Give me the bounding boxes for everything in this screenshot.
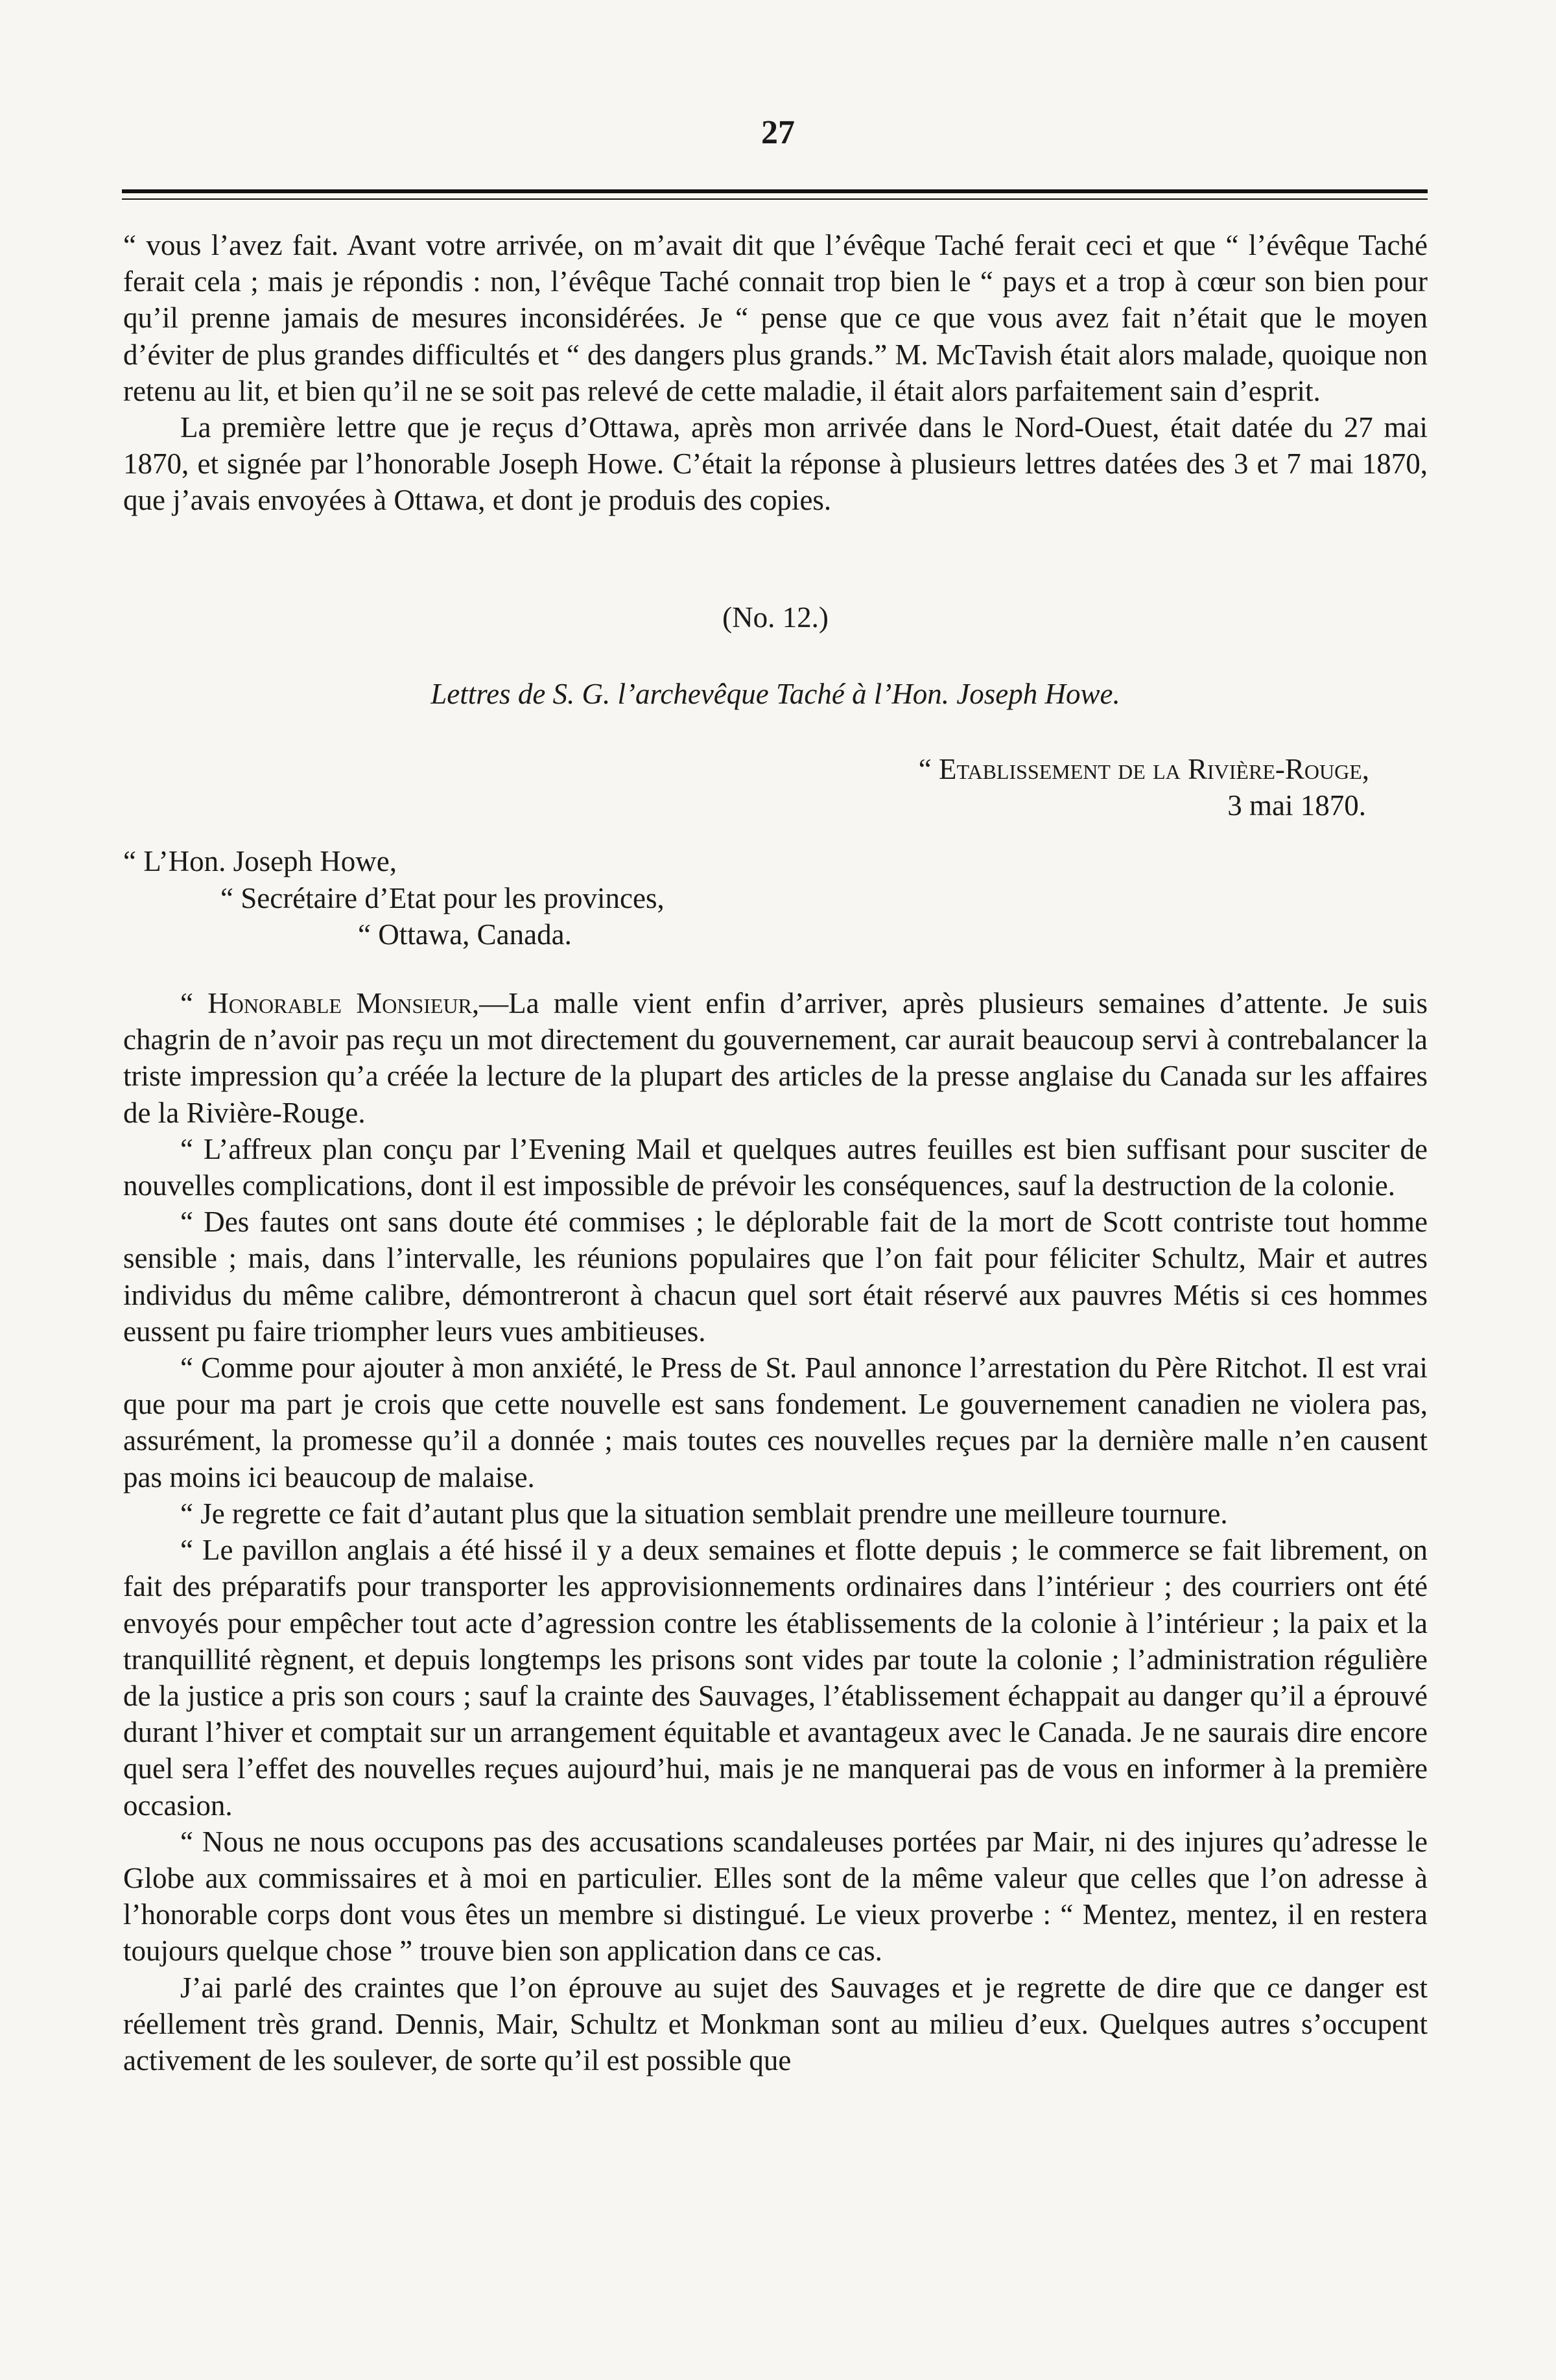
letter-paragraph-2: “ L’affreux plan conçu par l’Evening Mail et quelques autres feuilles est bien suffisant pour susciter de nouvelles complications, dont il est impossible de prévoir les conséquences, sauf la destruction de la colonie. [123, 1132, 1428, 1202]
intro-paragraph-1: “ vous l’avez fait. Avant votre arrivée, on m’avait dit que l’évêque Taché ferait ceci et que “ l’évêque Taché ferait cela ; mais je répondis : non, l’évêque Taché connait trop bien le “ pays et a trop à cœur son bien pour qu’il prenne jamais de mesures inconsidérées. Je “ pense que ce que vous avez fait n’était que le moyen d’éviter de plus grandes difficultés et “ des dangers plus grands.” M. McTavish était alors malade, quoique non retenu au lit, et bien qu’il ne se soit pas relevé de cette maladie, il était alors parfaitement sain d’esprit. [123, 229, 1428, 407]
letter-paragraph-3: “ Des fautes ont sans doute été commises ; le déplorable fait de la mort de Scott contriste tout homme sensible ; mais, dans l’intervalle, les réunions populaires que l’on fait pour féliciter Schultz, Mair et autres individus du même calibre, démontreront à chacun quel sort était réservé aux pauvres Métis si ces hommes eussent pu faire triompher leurs vues ambitieuses. [123, 1206, 1428, 1348]
address-line-2: “ Secrétaire d’Etat pour les provinces, [220, 881, 665, 914]
letter-date: 3 mai 1870. [1227, 789, 1366, 822]
letter-paragraph-7: “ Nous ne nous occupons pas des accusations scandaleuses portées par Mair, ni des injures qu’adresse le Globe aux commissaires et à moi en particulier. Elles sont de la même valeur que celles que l’on adresse à l’honorable corps dont vous êtes un membre si distingué. Le vieux proverbe : “ Mentez, mentez, il en restera toujours quelque chose ” trouve bien son application dans ce cas. [123, 1825, 1428, 1968]
address-line-1: “ L’Hon. Joseph Howe, [123, 845, 397, 878]
letter-paragraph-5: “ Je regrette ce fait d’autant plus que la situation semblait prendre une meilleure tournure. [180, 1497, 1228, 1530]
letter-paragraph-6: “ Le pavillon anglais a été hissé il y a deux semaines et flotte depuis ; le commerce se fait librement, on fait des préparatifs pour transporter les approvisionnements ordinaires dans l’intérieur ; des courriers ont été envoyés pour empêcher tout acte d’agression contre les établissements de la colonie à l’intérieur ; la paix et la tranquillité règnent, et depuis longtemps les prisons sont vides par toute la colonie ; l’administration régulière de la justice a pris son cours ; sauf la crainte des Sauvages, l’établissement échappait au danger qu’il a éprouvé durant l’hiver et comptait sur un arrangement équitable et avantageux avec le Canada. Je ne saurais dire encore quel sera l’effet des nouvelles reçues aujourd’hui, mais je ne manquerai pas de vous en informer à la première occasion. [123, 1534, 1428, 1822]
address-line-3: “ Ottawa, Canada. [358, 918, 572, 951]
header-rule-thick [122, 189, 1428, 193]
letter-paragraph-1 [123, 985, 1428, 1131]
letter-paragraph-1-text: —La malle vient enfin d’arriver, après plusieurs semaines d’attente. Je suis chagrin de n’avoir pas reçu un mot directement du gouvernement, car aurait beaucoup servi à contrebalancer la triste impression qu’a créée la lecture de la plupart des articles de la presse anglaise du Canada sur les affaires de la Rivière-Rouge. [123, 987, 1428, 1129]
page-number: 27 [761, 114, 795, 151]
section-number: (No. 12.) [722, 601, 829, 634]
salutation: “ Honorable Monsieur, [180, 987, 480, 1020]
letter-paragraph-8: J’ai parlé des craintes que l’on éprouve au sujet des Sauvages et je regrette de dire que ce danger est réellement très grand. Dennis, Mair, Schultz et Monkman sont au milieu d’eux. Quelques autres s’occupent activement de les soulever, de sorte qu’il est possible que [123, 1971, 1428, 2077]
letter-paragraph-4: “ Comme pour ajouter à mon anxiété, le Press de St. Paul annonce l’arrestation du Père Ritchot. Il est vrai que pour ma part je crois que cette nouvelle est sans fondement. Le gouvernement canadien ne violera pas, assurément, la promesse qu’il a donnée ; mais toutes ces nouvelles reçues par la dernière malle n’en causent pas moins ici beaucoup de malaise. [123, 1351, 1428, 1493]
document-body [123, 227, 1428, 2078]
header-rule-thin [122, 198, 1428, 200]
letter-dateline: “ Etablissement de la Rivière-Rouge, [918, 753, 1369, 786]
intro-paragraph-2: La première lettre que je reçus d’Ottawa, après mon arrivée dans le Nord-Ouest, était datée du 27 mai 1870, et signée par l’honorable Joseph Howe. C’était la réponse à plusieurs lettres datées des 3 et 7 mai 1870, que j’avais envoyées à Ottawa, et dont je produis des copies. [123, 411, 1428, 517]
section-title: Lettres de S. G. l’archevêque Taché à l’Hon. Joseph Howe. [430, 677, 1120, 710]
